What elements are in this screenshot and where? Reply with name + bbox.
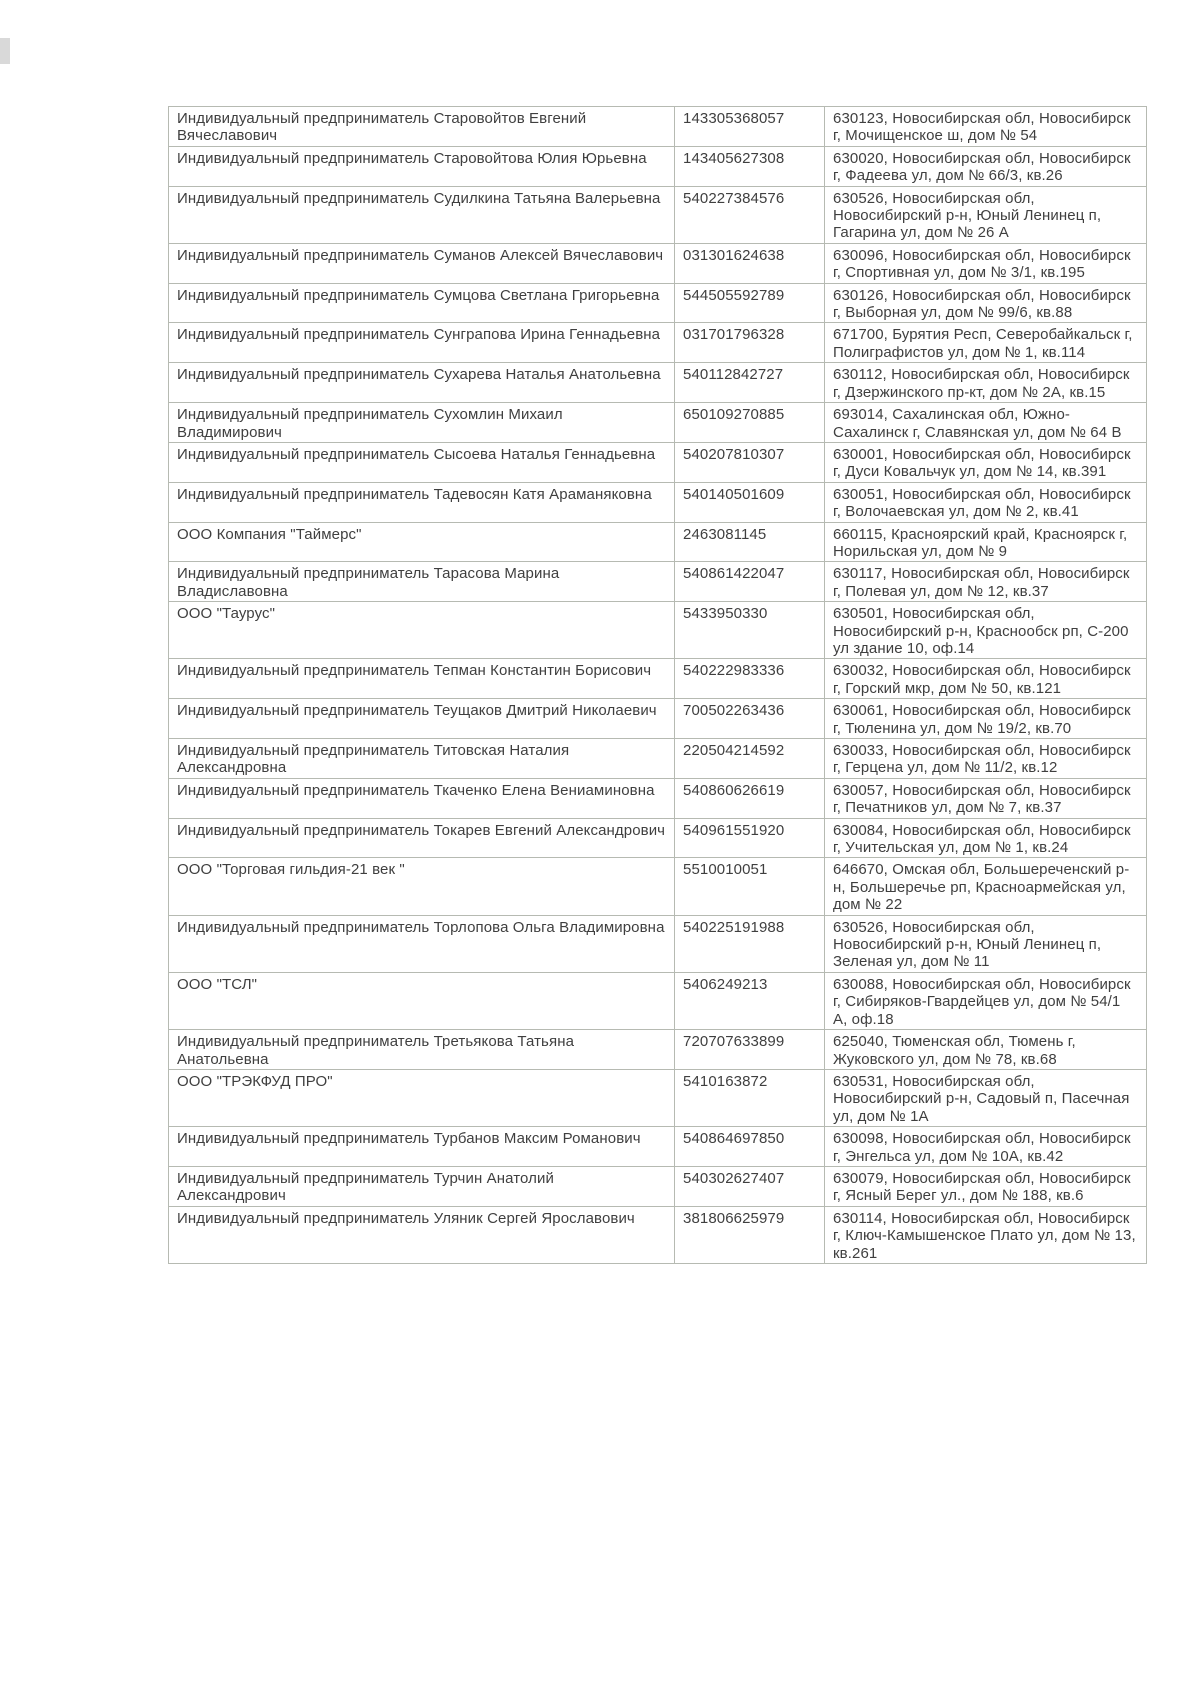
table-row (169, 1030, 1147, 1070)
table-row (169, 1206, 1147, 1263)
inn-cell: 650109270885 (675, 403, 825, 443)
inn-cell: 540864697850 (675, 1127, 825, 1167)
inn-cell: 540140501609 (675, 482, 825, 522)
table-row (169, 1069, 1147, 1126)
inn-cell: 540227384576 (675, 186, 825, 243)
table-row (169, 778, 1147, 818)
address-cell: 630526, Новосибирская обл, Новосибирский р-н, Юный Ленинец п, Гагарина ул, дом № 26 А (825, 186, 1147, 243)
inn-cell: 5433950330 (675, 602, 825, 659)
inn-cell: 381806625979 (675, 1206, 825, 1263)
inn-cell: 540225191988 (675, 915, 825, 972)
inn-cell: 540222983336 (675, 659, 825, 699)
address-cell: 630084, Новосибирская обл, Новосибирск г, Учительская ул, дом № 1, кв.24 (825, 818, 1147, 858)
address-cell: 693014, Сахалинская обл, Южно-Сахалинск г, Славянская ул, дом № 64 В (825, 403, 1147, 443)
name-cell: Индивидуальный предприниматель Старовойтов Евгений Вячеславович (169, 107, 675, 147)
name-cell: Индивидуальный предприниматель Турбанов Максим Романович (169, 1127, 675, 1167)
address-cell: 625040, Тюменская обл, Тюмень г, Жуковского ул, дом № 78, кв.68 (825, 1030, 1147, 1070)
inn-cell: 540302627407 (675, 1166, 825, 1206)
table-row (169, 818, 1147, 858)
table-row (169, 107, 1147, 147)
address-cell: 630020, Новосибирская обл, Новосибирск г, Фадеева ул, дом № 66/3, кв.26 (825, 146, 1147, 186)
inn-cell: 5410163872 (675, 1069, 825, 1126)
inn-cell: 5406249213 (675, 972, 825, 1029)
address-cell: 630114, Новосибирская обл, Новосибирск г, Ключ-Камышенское Плато ул, дом № 13, кв.261 (825, 1206, 1147, 1263)
inn-cell: 540860626619 (675, 778, 825, 818)
table-row (169, 482, 1147, 522)
inn-cell: 540961551920 (675, 818, 825, 858)
table-row (169, 858, 1147, 915)
name-cell: Индивидуальный предприниматель Старовойтова Юлия Юрьевна (169, 146, 675, 186)
inn-cell: 720707633899 (675, 1030, 825, 1070)
address-cell: 671700, Бурятия Респ, Северобайкальск г, Полиграфистов ул, дом № 1, кв.114 (825, 323, 1147, 363)
address-cell: 630088, Новосибирская обл, Новосибирск г, Сибиряков-Гвардейцев ул, дом № 54/1 А, оф.18 (825, 972, 1147, 1029)
address-cell: 630098, Новосибирская обл, Новосибирск г, Энгельса ул, дом № 10А, кв.42 (825, 1127, 1147, 1167)
table-row (169, 363, 1147, 403)
inn-cell: 143305368057 (675, 107, 825, 147)
name-cell: Индивидуальный предприниматель Тарасова Марина Владиславовна (169, 562, 675, 602)
table-row (169, 1127, 1147, 1167)
inn-cell: 2463081145 (675, 522, 825, 562)
inn-cell: 5510010051 (675, 858, 825, 915)
table-row (169, 186, 1147, 243)
inn-cell: 700502263436 (675, 699, 825, 739)
table-row (169, 146, 1147, 186)
name-cell: Индивидуальный предприниматель Тадевосян Катя Араманяковна (169, 482, 675, 522)
address-cell: 630526, Новосибирская обл, Новосибирский р-н, Юный Ленинец п, Зеленая ул, дом № 11 (825, 915, 1147, 972)
inn-cell: 031301624638 (675, 243, 825, 283)
registry-table-container (168, 106, 1146, 1264)
name-cell: ООО Компания "Таймерс" (169, 522, 675, 562)
name-cell: Индивидуальный предприниматель Сысоева Наталья Геннадьевна (169, 442, 675, 482)
table-row (169, 403, 1147, 443)
address-cell: 630057, Новосибирская обл, Новосибирск г, Печатников ул, дом № 7, кв.37 (825, 778, 1147, 818)
address-cell: 630531, Новосибирская обл, Новосибирский р-н, Садовый п, Пасечная ул, дом № 1А (825, 1069, 1147, 1126)
address-cell: 630126, Новосибирская обл, Новосибирск г, Выборная ул, дом № 99/6, кв.88 (825, 283, 1147, 323)
name-cell: Индивидуальный предприниматель Сухомлин Михаил Владимирович (169, 403, 675, 443)
address-cell: 630061, Новосибирская обл, Новосибирск г, Тюленина ул, дом № 19/2, кв.70 (825, 699, 1147, 739)
registry-table-body (169, 107, 1147, 1264)
inn-cell: 544505592789 (675, 283, 825, 323)
name-cell: Индивидуальный предприниматель Тепман Константин Борисович (169, 659, 675, 699)
name-cell: Индивидуальный предприниматель Сухарева Наталья Анатольевна (169, 363, 675, 403)
table-row (169, 1166, 1147, 1206)
name-cell: Индивидуальный предприниматель Титовская Наталия Александровна (169, 739, 675, 779)
name-cell: Индивидуальный предприниматель Сунграпова Ирина Геннадьевна (169, 323, 675, 363)
inn-cell: 540207810307 (675, 442, 825, 482)
table-row (169, 602, 1147, 659)
address-cell: 630033, Новосибирская обл, Новосибирск г, Герцена ул, дом № 11/2, кв.12 (825, 739, 1147, 779)
inn-cell: 540112842727 (675, 363, 825, 403)
table-row (169, 699, 1147, 739)
table-row (169, 522, 1147, 562)
address-cell: 630051, Новосибирская обл, Новосибирск г, Волочаевская ул, дом № 2, кв.41 (825, 482, 1147, 522)
name-cell: Индивидуальный предприниматель Суманов Алексей Вячеславович (169, 243, 675, 283)
inn-cell: 143405627308 (675, 146, 825, 186)
name-cell: Индивидуальный предприниматель Торлопова Ольга Владимировна (169, 915, 675, 972)
name-cell: Индивидуальный предприниматель Уляник Сергей Ярославович (169, 1206, 675, 1263)
address-cell: 630079, Новосибирская обл, Новосибирск г, Ясный Берег ул., дом № 188, кв.6 (825, 1166, 1147, 1206)
scan-artifact (0, 38, 10, 64)
table-row (169, 323, 1147, 363)
address-cell: 630001, Новосибирская обл, Новосибирск г, Дуси Ковальчук ул, дом № 14, кв.391 (825, 442, 1147, 482)
name-cell: Индивидуальный предприниматель Судилкина Татьяна Валерьевна (169, 186, 675, 243)
address-cell: 630112, Новосибирская обл, Новосибирск г, Дзержинского пр-кт, дом № 2А, кв.15 (825, 363, 1147, 403)
table-row (169, 283, 1147, 323)
address-cell: 630123, Новосибирская обл, Новосибирск г, Мочищенское ш, дом № 54 (825, 107, 1147, 147)
inn-cell: 540861422047 (675, 562, 825, 602)
table-row (169, 562, 1147, 602)
name-cell: Индивидуальный предприниматель Токарев Евгений Александрович (169, 818, 675, 858)
table-row (169, 442, 1147, 482)
address-cell: 630032, Новосибирская обл, Новосибирск г, Горский мкр, дом № 50, кв.121 (825, 659, 1147, 699)
name-cell: Индивидуальный предприниматель Ткаченко Елена Вениаминовна (169, 778, 675, 818)
name-cell: Индивидуальный предприниматель Третьякова Татьяна Анатольевна (169, 1030, 675, 1070)
registry-table (168, 106, 1147, 1264)
name-cell: Индивидуальный предприниматель Теущаков Дмитрий Николаевич (169, 699, 675, 739)
inn-cell: 220504214592 (675, 739, 825, 779)
address-cell: 630501, Новосибирская обл, Новосибирский р-н, Краснообск рп, С-200 ул здание 10, оф.14 (825, 602, 1147, 659)
table-row (169, 972, 1147, 1029)
table-row (169, 915, 1147, 972)
name-cell: ООО "ТСЛ" (169, 972, 675, 1029)
table-row (169, 739, 1147, 779)
name-cell: ООО "ТРЭКФУД ПРО" (169, 1069, 675, 1126)
address-cell: 646670, Омская обл, Большереченский р-н, Большеречье рп, Красноармейская ул, дом № 22 (825, 858, 1147, 915)
name-cell: ООО "Таурус" (169, 602, 675, 659)
address-cell: 660115, Красноярский край, Красноярск г, Норильская ул, дом № 9 (825, 522, 1147, 562)
name-cell: Индивидуальный предприниматель Сумцова Светлана Григорьевна (169, 283, 675, 323)
address-cell: 630096, Новосибирская обл, Новосибирск г, Спортивная ул, дом № 3/1, кв.195 (825, 243, 1147, 283)
address-cell: 630117, Новосибирская обл, Новосибирск г, Полевая ул, дом № 12, кв.37 (825, 562, 1147, 602)
table-row (169, 659, 1147, 699)
inn-cell: 031701796328 (675, 323, 825, 363)
table-row (169, 243, 1147, 283)
name-cell: Индивидуальный предприниматель Турчин Анатолий Александрович (169, 1166, 675, 1206)
name-cell: ООО "Торговая гильдия-21 век " (169, 858, 675, 915)
